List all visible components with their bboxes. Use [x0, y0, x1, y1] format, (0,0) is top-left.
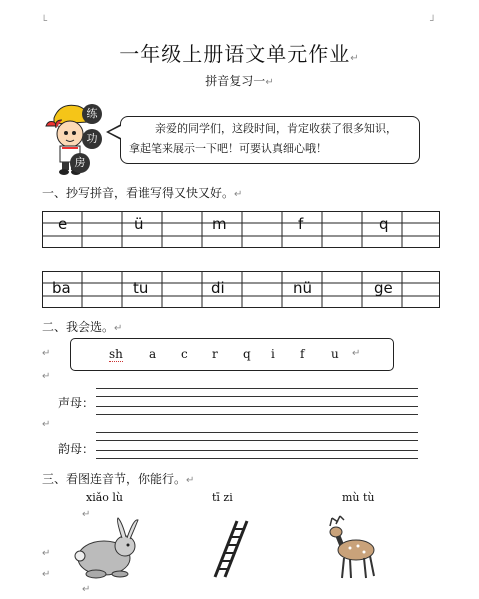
- initials-line-4: [96, 414, 418, 415]
- intro-line-2: 拿起笔来展示一下吧！可要认真细心哦！: [129, 142, 327, 155]
- section1-heading: 一、抄写拼音，看谁写得又快又好。↵: [42, 186, 243, 200]
- paragraph-mark-6: ↵: [42, 569, 51, 580]
- deer-picture[interactable]: [318, 514, 382, 586]
- choice-5[interactable]: q: [243, 347, 251, 361]
- paragraph-mark-4: ↵: [82, 509, 91, 520]
- section2-heading: 二、我会选。↵: [42, 320, 123, 334]
- page-title: 一年级上册语文单元作业↵: [119, 42, 360, 66]
- grid2-item-2: tu: [133, 279, 149, 297]
- page-subtitle: 拼音复习一↵: [205, 74, 274, 88]
- paragraph-mark: ↵: [42, 348, 51, 359]
- crop-mark-top-left: └: [41, 16, 48, 27]
- initials-line-2: [96, 396, 418, 397]
- grid1-item-3: m: [212, 215, 227, 233]
- grid1-item-5: q: [379, 215, 389, 233]
- syllable-3[interactable]: mù tù: [342, 491, 375, 504]
- grid2-item-5: ge: [374, 279, 393, 297]
- paragraph-mark-7: ↵: [82, 584, 91, 595]
- finals-line-1: [96, 432, 418, 433]
- choice-6[interactable]: i: [271, 347, 275, 361]
- rabbit-picture[interactable]: [70, 516, 148, 584]
- grid2-item-3: di: [211, 279, 225, 297]
- letter-choices-box: sh a c r q i f u ↵: [70, 338, 394, 371]
- crop-mark-top-right: ┘: [430, 16, 437, 27]
- initials-line-3: [96, 406, 418, 407]
- ladder-picture[interactable]: [207, 519, 251, 583]
- syllable-1[interactable]: xiǎo lù: [86, 491, 124, 504]
- paragraph-mark-3: ↵: [42, 419, 51, 430]
- intro-line-1: 亲爱的同学们，这段时间，肯定收获了很多知识，: [155, 122, 397, 135]
- initials-label: 声母：: [58, 396, 95, 410]
- finals-line-4: [96, 458, 418, 459]
- choice-4[interactable]: r: [212, 347, 218, 361]
- choice-8[interactable]: u: [331, 347, 339, 361]
- grid2-item-1: ba: [52, 279, 71, 297]
- choice-7[interactable]: f: [300, 347, 305, 361]
- section3-heading: 三、看图连音节，你能行。↵: [42, 472, 195, 486]
- speech-bubble: [120, 116, 420, 164]
- grid1-item-4: f: [298, 215, 304, 233]
- badge-2: 功: [82, 129, 102, 149]
- grid1-item-1: e: [58, 215, 68, 233]
- speech-bubble-tail-inner: [109, 126, 121, 138]
- initials-line-1: [96, 388, 418, 389]
- choice-2[interactable]: a: [149, 347, 157, 361]
- finals-label: 韵母：: [58, 442, 95, 456]
- grid1-item-2: ü: [134, 215, 144, 233]
- paragraph-mark-2: ↵: [42, 371, 51, 382]
- choice-3[interactable]: c: [181, 347, 188, 361]
- finals-line-3: [96, 450, 418, 451]
- badge-1: 练: [82, 104, 102, 124]
- syllable-2[interactable]: tī zi: [212, 491, 233, 504]
- choice-1[interactable]: sh: [109, 347, 123, 361]
- badge-3: 房: [70, 153, 90, 173]
- paragraph-mark-5: ↵: [42, 548, 51, 559]
- finals-line-2: [96, 440, 418, 441]
- grid2-item-4: nü: [293, 279, 313, 297]
